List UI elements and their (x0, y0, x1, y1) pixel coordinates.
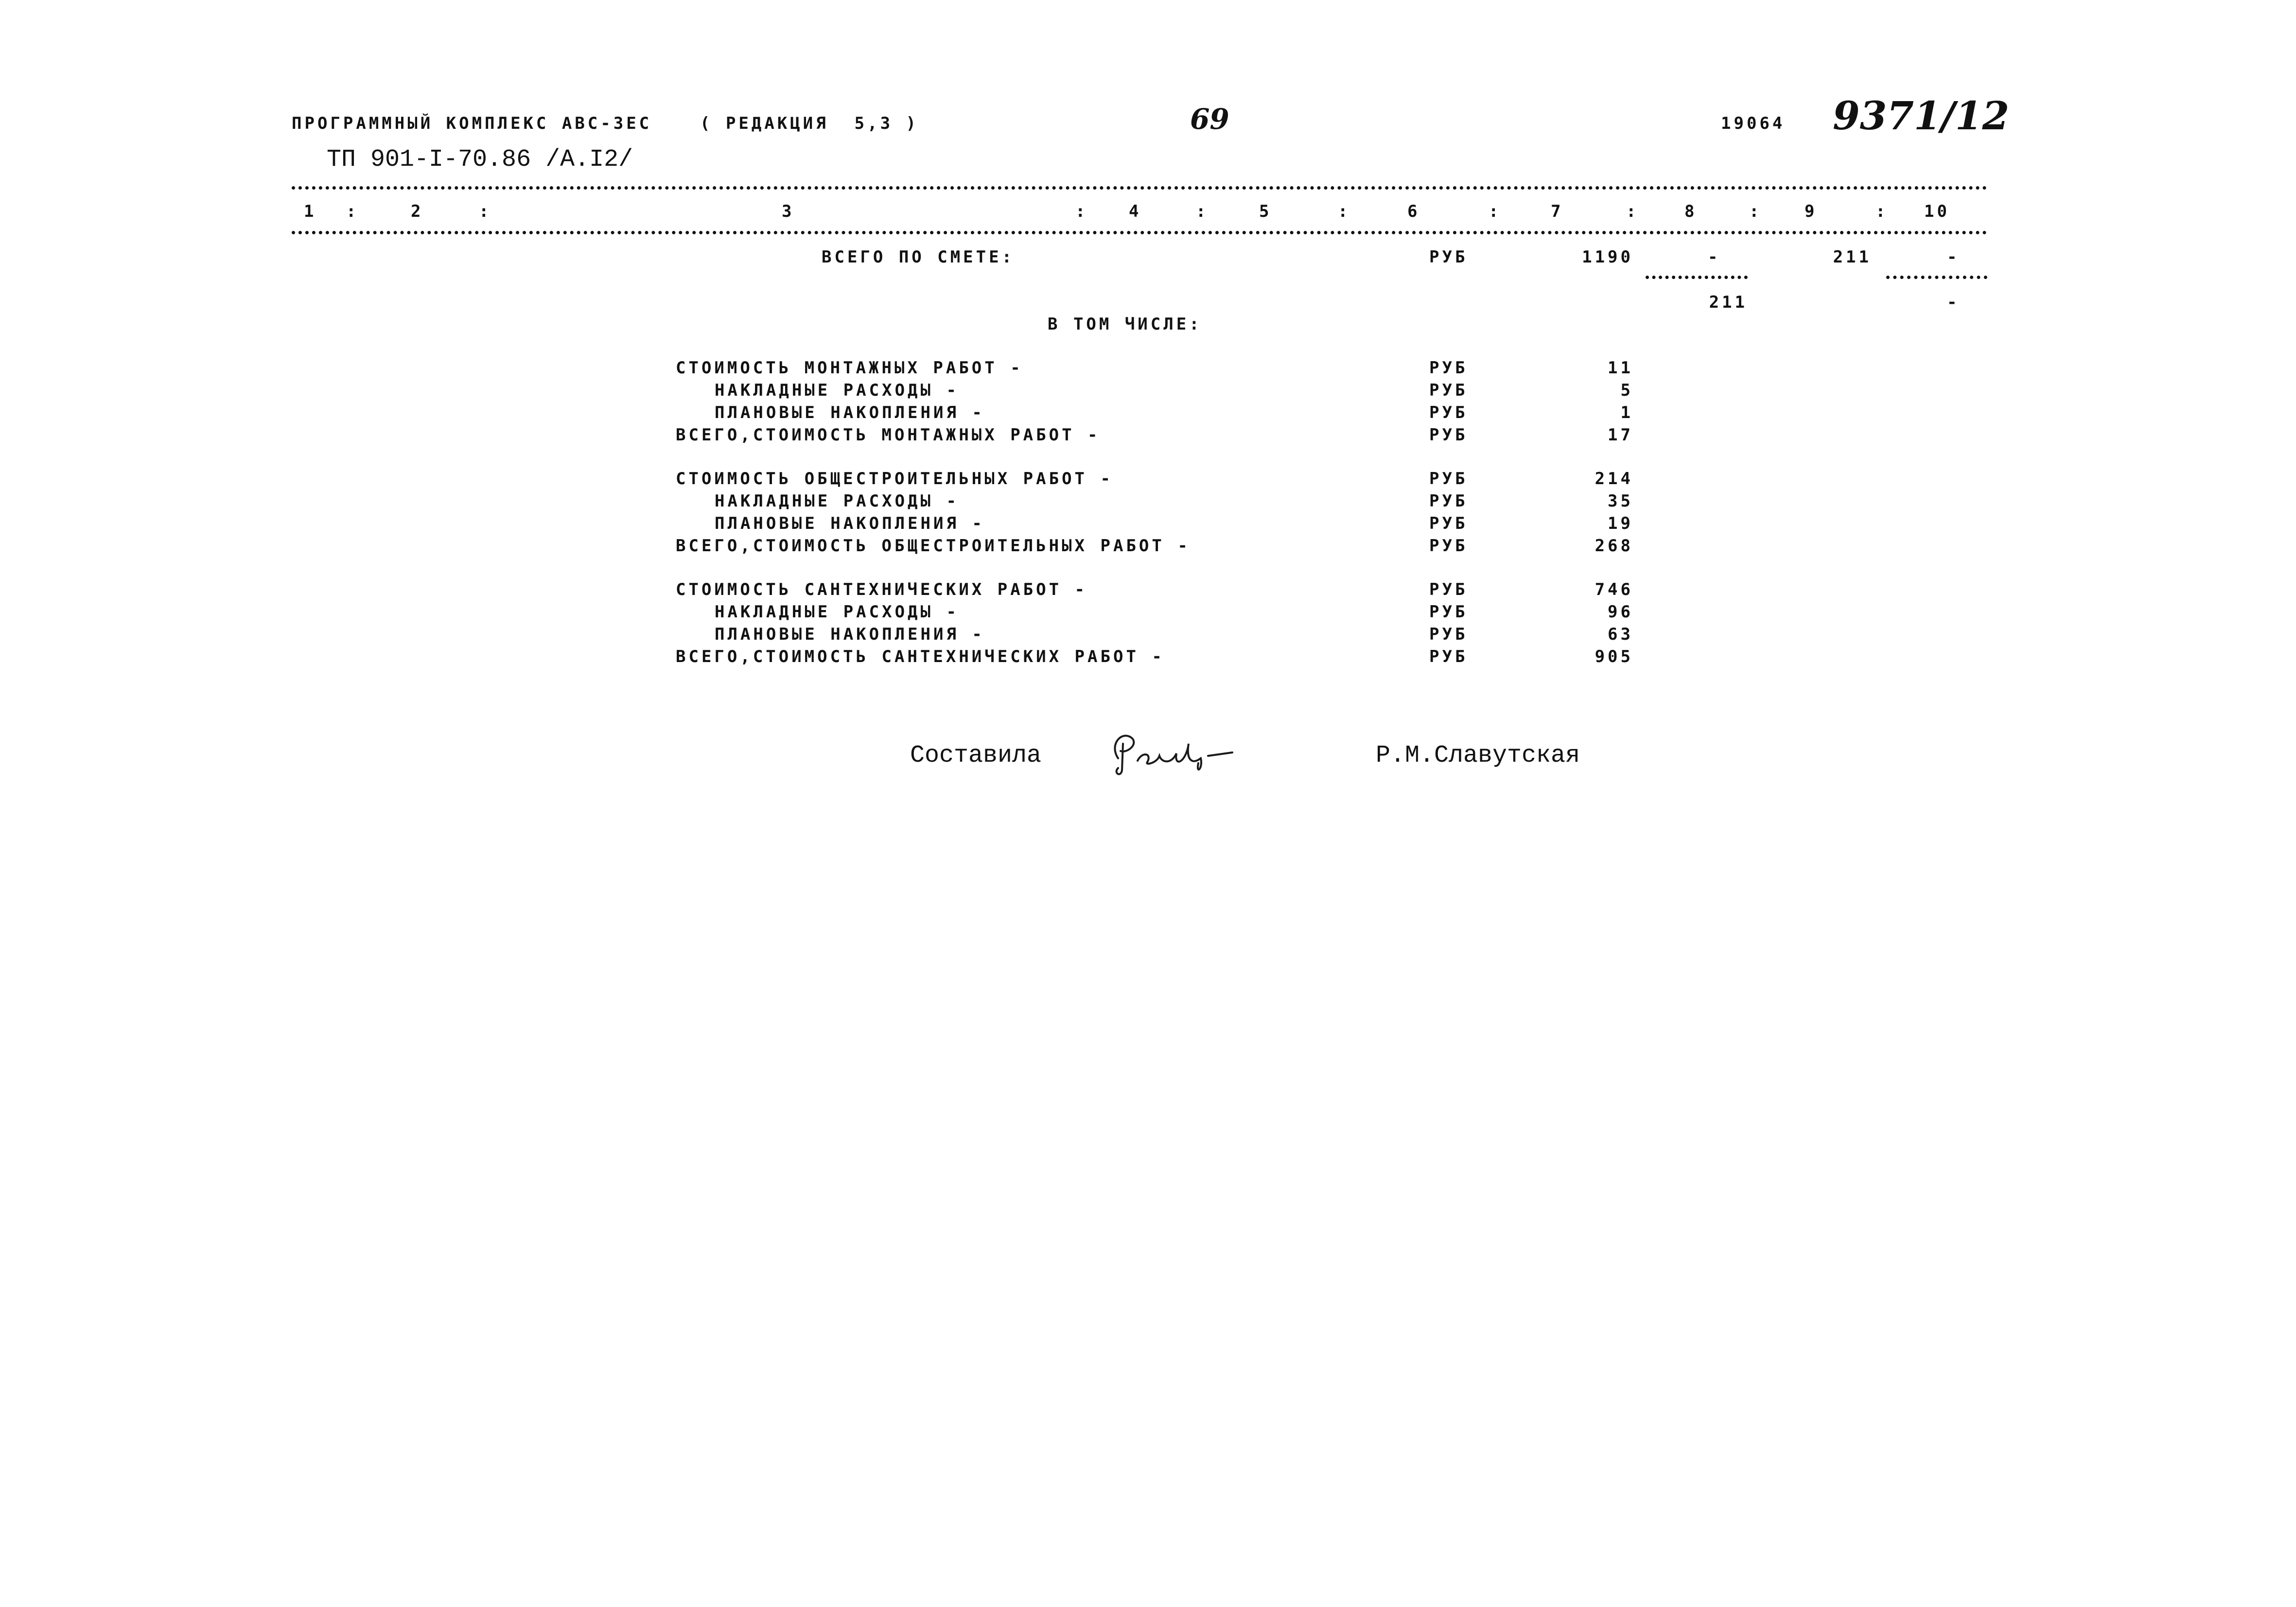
column-number: 4 (1129, 202, 1142, 221)
cost-label: СТОИМОСТЬ САНТЕХНИЧЕСКИХ РАБОТ - (676, 580, 1088, 599)
column-number: 3 (782, 202, 795, 221)
cost-unit: РУБ (1429, 358, 1468, 378)
cost-value: 19 (1608, 514, 1633, 533)
page-number: 69 (1190, 103, 1229, 136)
column-number: 1 (304, 202, 317, 221)
summary-col7: 1190 (1582, 247, 1633, 267)
cost-total-label: ВСЕГО,СТОИМОСТЬ МОНТАЖНЫХ РАБОТ - (676, 425, 1101, 445)
cost-unit: РУБ (1429, 491, 1468, 511)
subtotal-col10: - (1947, 293, 1960, 312)
cost-label: СТОИМОСТЬ ОБЩЕСТРОИТЕЛЬНЫХ РАБОТ - (676, 469, 1113, 489)
including-heading: В ТОМ ЧИСЛЕ: (1048, 314, 1202, 334)
column-number: 6 (1407, 202, 1420, 221)
cost-total-value: 268 (1595, 536, 1633, 556)
compiler-name: Р.М.Славутская (1376, 742, 1580, 769)
cost-unit: РУБ (1429, 580, 1468, 599)
cost-label: ПЛАНОВЫЕ НАКОПЛЕНИЯ - (715, 625, 985, 644)
column-number: 10 (1924, 202, 1950, 221)
summary-col8: - (1708, 247, 1721, 267)
summary-col9: 211 (1833, 247, 1872, 267)
cost-unit: РУБ (1429, 381, 1468, 400)
cost-total-value: 905 (1595, 647, 1633, 666)
cost-label: СТОИМОСТЬ МОНТАЖНЫХ РАБОТ - (676, 358, 1023, 378)
cost-value: 63 (1608, 625, 1633, 644)
column-number: 8 (1684, 202, 1698, 221)
column-number: 5 (1259, 202, 1272, 221)
program-title: ПРОГРАММНЫЙ КОМПЛЕКС АВС-3ЕС (292, 114, 652, 133)
edition-label: ( РЕДАКЦИЯ 5,3 ) (700, 114, 919, 133)
cost-value: 214 (1595, 469, 1633, 489)
cost-label: НАКЛАДНЫЕ РАСХОДЫ - (715, 602, 959, 622)
cost-unit: РУБ (1429, 514, 1468, 533)
cost-unit: РУБ (1429, 536, 1468, 556)
cost-unit: РУБ (1429, 469, 1468, 489)
cost-unit: РУБ (1429, 425, 1468, 445)
cost-value: 5 (1620, 381, 1633, 400)
cost-label: ПЛАНОВЫЕ НАКОПЛЕНИЯ - (715, 403, 985, 422)
cost-value: 1 (1620, 403, 1633, 422)
subtotal-rule-col10 (1886, 276, 1987, 279)
column-number: 7 (1551, 202, 1564, 221)
cost-total-value: 17 (1608, 425, 1633, 445)
document-reference: ТП 901-I-70.86 /А.I2/ (327, 146, 633, 174)
column-number: 9 (1805, 202, 1818, 221)
handwritten-reference: 9371/12 (1833, 93, 2010, 139)
cost-unit: РУБ (1429, 403, 1468, 422)
cost-unit: РУБ (1429, 625, 1468, 644)
handwritten-signature (1104, 724, 1249, 783)
summary-col10: - (1947, 247, 1960, 267)
cost-value: 746 (1595, 580, 1633, 599)
cost-unit: РУБ (1429, 647, 1468, 666)
column-number: 2 (411, 202, 424, 221)
cost-total-label: ВСЕГО,СТОИМОСТЬ САНТЕХНИЧЕСКИХ РАБОТ - (676, 647, 1165, 666)
summary-unit: РУБ (1429, 247, 1468, 267)
cost-value: 35 (1608, 491, 1633, 511)
cost-label: ПЛАНОВЫЕ НАКОПЛЕНИЯ - (715, 514, 985, 533)
summary-label: ВСЕГО ПО СМЕТЕ: (822, 247, 1015, 267)
cost-total-label: ВСЕГО,СТОИМОСТЬ ОБЩЕСТРОИТЕЛЬНЫХ РАБОТ - (676, 536, 1191, 556)
compiled-by-label: Составила (910, 742, 1042, 769)
document-code: 19064 (1721, 114, 1786, 133)
cost-label: НАКЛАДНЫЕ РАСХОДЫ - (715, 491, 959, 511)
cost-unit: РУБ (1429, 602, 1468, 622)
cost-value: 11 (1608, 358, 1633, 378)
table-top-rule (292, 186, 1987, 190)
cost-value: 96 (1608, 602, 1633, 622)
subtotal-col8: 211 (1709, 293, 1748, 312)
subtotal-rule-col8 (1646, 276, 1748, 279)
table-header-rule (292, 231, 1987, 234)
cost-label: НАКЛАДНЫЕ РАСХОДЫ - (715, 381, 959, 400)
